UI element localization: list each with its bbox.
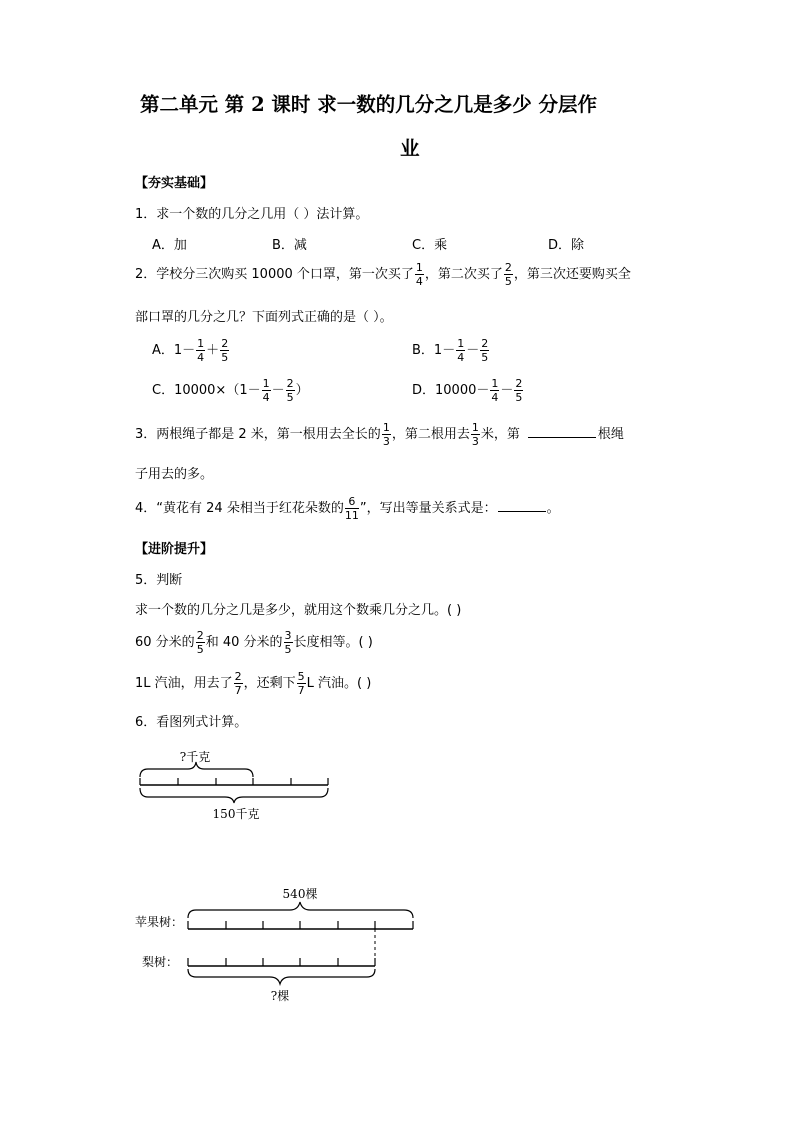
q3-line2: 子用去的多。: [135, 467, 214, 482]
diagram2-bottom-label: ?棵: [270, 989, 290, 1003]
q6-heading: 6．看图列式计算。: [135, 715, 248, 730]
section-basic: 【夯实基础】: [135, 176, 214, 191]
q5-statement-1: 求一个数的几分之几是多少，就用这个数乘几分之几。( ): [135, 603, 462, 618]
diagram2-row2-label: 梨树：: [142, 955, 179, 969]
q1-option-a: A．加: [152, 238, 187, 253]
q2-option-b: B．1－ $\frac{1}{4}$ － $\frac{2}{5}$: [412, 337, 489, 364]
q6-diagram-1: [130, 745, 350, 835]
q5-heading: 5．判断: [135, 573, 183, 588]
q2-option-a: A．1－ $\frac{1}{4}$ ＋ $\frac{2}{5}$: [152, 337, 229, 364]
q1-option-d: D．除: [548, 238, 585, 253]
section-advanced: 【进阶提升】: [135, 542, 214, 557]
q3-line1: 3．两根绳子都是 2 米，第一根用去全长的 $\frac{1}{3}$ ，第二根用去 $\frac{1}{3}$ 米，第 根绳: [135, 421, 624, 448]
q5-statement-2: 60 分米的 $\frac{2}{5}$ 和 40 分米的 $\frac{3}{5}$ 长度相等。( ): [135, 629, 373, 656]
q3-answer-blank[interactable]: [528, 437, 596, 438]
diagram2-row1-label: 苹果树：: [135, 915, 184, 929]
q5-statement-3: 1L 汽油，用去了 $\frac{2}{7}$ ，还剩下 $\frac{5}{7}$ L 汽油。( ): [135, 670, 372, 697]
q4-line: 4．“黄花有 24 朵相当于红花朵数的 $\frac{6}{11}$ ”，写出等量关系式是： 。: [135, 495, 560, 522]
diagram2-row2-ticks: [188, 958, 375, 966]
q2-fraction-2: $\frac{2}{5}$: [504, 261, 512, 288]
diagram2-bottom-brace: [188, 969, 375, 984]
q2-text-1: 2．学校分三次购买 10000 个口罩，第一次买了: [135, 267, 414, 282]
q2-text-3: ，第三次还要购买全: [513, 267, 631, 282]
diagram1-bottom-label: 150千克: [212, 807, 260, 821]
page-title-line2: 业: [400, 137, 420, 160]
q2-option-c: C．10000×（1－ $\frac{1}{4}$ － $\frac{2}{5}$ ）: [152, 377, 309, 404]
diagram2-top-brace: [188, 902, 413, 918]
diagram1-ticks: [140, 778, 328, 785]
diagram1-bottom-brace: [140, 788, 328, 803]
diagram1-top-brace: [140, 762, 253, 777]
diagram2-row1-ticks: [188, 921, 413, 929]
q1-option-b: B．减: [272, 238, 307, 253]
q1-text: 1．求一个数的几分之几用（ ）法计算。: [135, 207, 369, 222]
q2-text-2: ，第二次买了: [424, 267, 503, 282]
diagram2-top-label: 540棵: [282, 887, 318, 901]
page-title-line1: 第二单元 第 2 课时 求一数的几分之几是多少 分层作: [140, 93, 598, 116]
q2-line1: [135, 262, 631, 287]
diagram1-top-label: ?千克: [179, 750, 211, 764]
q1-option-c: C．乘: [412, 238, 448, 253]
q2-option-d: D．10000－ $\frac{1}{4}$ － $\frac{2}{5}$: [412, 377, 523, 404]
q2-fraction-1: $\frac{1}{4}$: [415, 261, 423, 288]
q6-diagram-2: [130, 880, 430, 1010]
q2-line2: 部口罩的几分之几？下面列式正确的是（ ）。: [135, 310, 393, 325]
q4-answer-blank[interactable]: [498, 511, 546, 512]
